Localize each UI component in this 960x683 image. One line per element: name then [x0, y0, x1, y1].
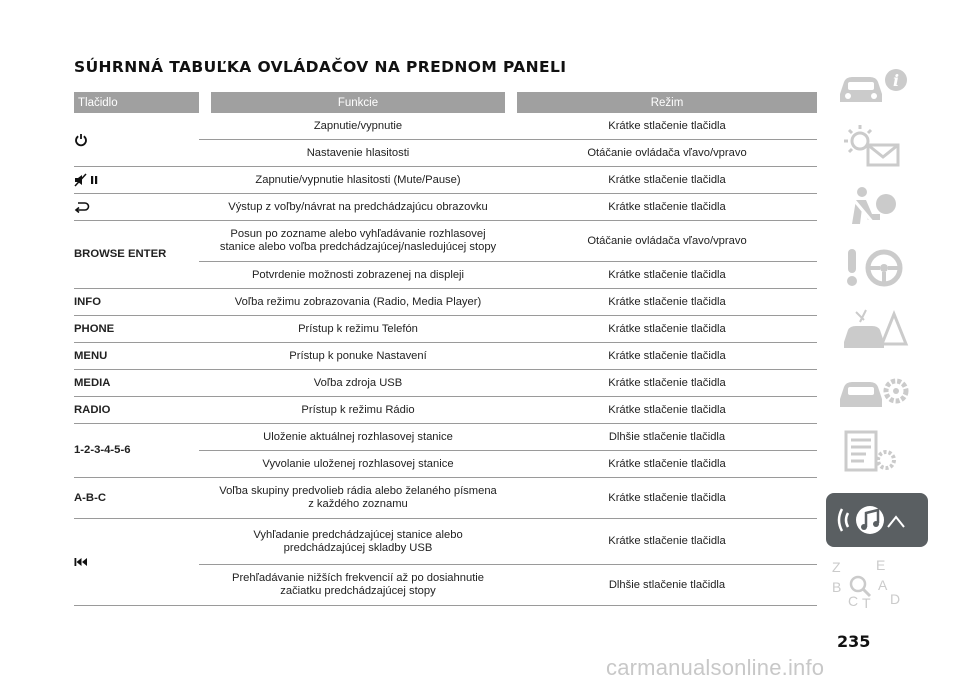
- function-line-2: začiatku predchádzajúcej stopy: [280, 585, 436, 597]
- function-line-1: Vyhľadanie predchádzajúcej stanice alebo: [253, 528, 463, 541]
- mode-cell: Krátke stlačenie tlačidla: [517, 370, 817, 397]
- function-line-2: stanice alebo voľba predchádzajúcej/nasledujúcej stopy: [219, 241, 497, 253]
- mode-cell: Krátke stlačenie tlačidla: [517, 289, 817, 316]
- function-cell: [211, 565, 505, 606]
- mode-cell: Krátke stlačenie tlačidla: [517, 316, 817, 343]
- mode-cell: Dlhšie stlačenie tlačidla: [517, 565, 817, 606]
- mode-cell: Krátke stlačenie tlačidla: [517, 397, 817, 424]
- index-letter: Z: [832, 559, 841, 575]
- technical-data-icon: [826, 424, 928, 478]
- function-cell: Prístup k ponuke Nastavení: [211, 343, 505, 370]
- function-cell: Nastavenie hlasitosti: [211, 140, 505, 167]
- function-cell: [211, 478, 505, 519]
- mode-cell: Krátke stlačenie tlačidla: [517, 262, 817, 289]
- table-row: [74, 289, 817, 316]
- header-button: Tlačidlo: [74, 92, 199, 113]
- mode-cell: Krátke stlačenie tlačidla: [517, 519, 817, 565]
- table-header-row: [74, 92, 817, 113]
- previous-key-cell: [74, 519, 199, 606]
- table-row: [74, 221, 817, 262]
- function-line-2: z každého zoznamu: [308, 498, 408, 510]
- back-key-cell: [74, 194, 199, 221]
- mode-cell: Krátke stlačenie tlačidla: [517, 451, 817, 478]
- mode-cell: Otáčanie ovládača vľavo/vpravo: [517, 221, 817, 262]
- table-row: [74, 397, 817, 424]
- index-letter: A: [878, 577, 888, 593]
- table-row: [74, 424, 817, 451]
- multimedia-icon: [826, 493, 928, 547]
- key-cell: 1-2-3-4-5-6: [74, 424, 199, 478]
- function-cell: Zapnutie/vypnutie: [211, 113, 505, 140]
- table-row: [74, 343, 817, 370]
- mode-cell: Otáčanie ovládača vľavo/vpravo: [517, 140, 817, 167]
- tab-multimedia[interactable]: [826, 493, 928, 547]
- key-cell: MENU: [74, 343, 199, 370]
- mute-key-cell: [74, 167, 199, 194]
- index-letter: C: [848, 593, 859, 609]
- function-line-2: predchádzajúcej skladby USB: [283, 541, 433, 554]
- index-icon: [826, 556, 928, 610]
- safety-icon: [826, 180, 928, 234]
- page-number: 235: [837, 632, 871, 651]
- mode-cell: Krátke stlačenie tlačidla: [517, 343, 817, 370]
- svg-text:i: i: [893, 71, 900, 90]
- tab-warning-lights[interactable]: [826, 119, 928, 173]
- warning-lights-icon: [826, 119, 928, 173]
- tab-index[interactable]: [826, 556, 928, 610]
- mode-cell: Krátke stlačenie tlačidla: [517, 478, 817, 519]
- function-cell: Uloženie aktuálnej rozhlasovej stanice: [211, 424, 505, 451]
- function-cell: [211, 519, 505, 565]
- tab-technical-data[interactable]: [826, 424, 928, 478]
- mode-cell: Krátke stlačenie tlačidla: [517, 113, 817, 140]
- tab-starting-driving[interactable]: [826, 241, 928, 295]
- tab-safety[interactable]: [826, 180, 928, 234]
- back-arrow-icon: [74, 201, 90, 213]
- table-row: [74, 519, 817, 565]
- power-key-cell: [74, 113, 199, 167]
- function-cell: Zapnutie/vypnutie hlasitosti (Mute/Pause): [211, 167, 505, 194]
- tab-maintenance[interactable]: [826, 363, 928, 417]
- power-icon: [74, 133, 88, 147]
- maintenance-icon: [826, 363, 928, 417]
- table-row: [74, 478, 817, 519]
- function-line-1: Prehľadávanie nižších frekvencií až po dosiahnutie: [231, 572, 485, 584]
- previous-track-icon: [74, 557, 88, 567]
- function-line-1: Posun po zozname alebo vyhľadávanie rozhlasovej: [230, 228, 486, 240]
- table-row: [74, 316, 817, 343]
- watermark: carmanualsonline.info: [606, 655, 825, 680]
- table-row: [74, 194, 817, 221]
- function-cell: Potvrdenie možnosti zobrazenej na displeji: [211, 262, 505, 289]
- function-cell: Voľba režimu zobrazovania (Radio, Media Player): [211, 289, 505, 316]
- key-cell: BROWSE ENTER: [74, 221, 199, 289]
- car-info-icon: [826, 58, 928, 112]
- function-cell: Prístup k režimu Rádio: [211, 397, 505, 424]
- key-cell: RADIO: [74, 397, 199, 424]
- tab-car-info[interactable]: [826, 58, 928, 112]
- function-line-1: Voľba skupiny predvolieb rádia alebo želaného písmena: [219, 485, 497, 497]
- mute-pause-icon: [74, 173, 100, 187]
- index-letter: D: [890, 591, 901, 607]
- page-title: SÚHRNNÁ TABUĽKA OVLÁDAČOV NA PREDNOM PANELI: [74, 58, 567, 76]
- controls-table: [74, 92, 817, 606]
- tab-emergency[interactable]: [826, 302, 928, 356]
- table-row: [74, 167, 817, 194]
- key-cell: PHONE: [74, 316, 199, 343]
- mode-cell: Krátke stlačenie tlačidla: [517, 194, 817, 221]
- header-functions: Funkcie: [211, 92, 505, 113]
- mode-cell: Dlhšie stlačenie tlačidla: [517, 424, 817, 451]
- index-letter: T: [862, 595, 871, 610]
- function-cell: [211, 221, 505, 262]
- index-letter: E: [876, 557, 886, 573]
- index-letter: B: [832, 579, 842, 595]
- key-cell: MEDIA: [74, 370, 199, 397]
- key-cell: A-B-C: [74, 478, 199, 519]
- function-cell: Výstup z voľby/návrat na predchádzajúcu obrazovku: [211, 194, 505, 221]
- function-cell: Prístup k režimu Telefón: [211, 316, 505, 343]
- table-row: [74, 113, 817, 140]
- emergency-icon: [826, 302, 928, 356]
- header-mode: Režim: [517, 92, 817, 113]
- function-cell: Vyvolanie uloženej rozhlasovej stanice: [211, 451, 505, 478]
- starting-driving-icon: [826, 241, 928, 295]
- mode-cell: Krátke stlačenie tlačidla: [517, 167, 817, 194]
- key-cell: INFO: [74, 289, 199, 316]
- table-row: [74, 370, 817, 397]
- function-cell: Voľba zdroja USB: [211, 370, 505, 397]
